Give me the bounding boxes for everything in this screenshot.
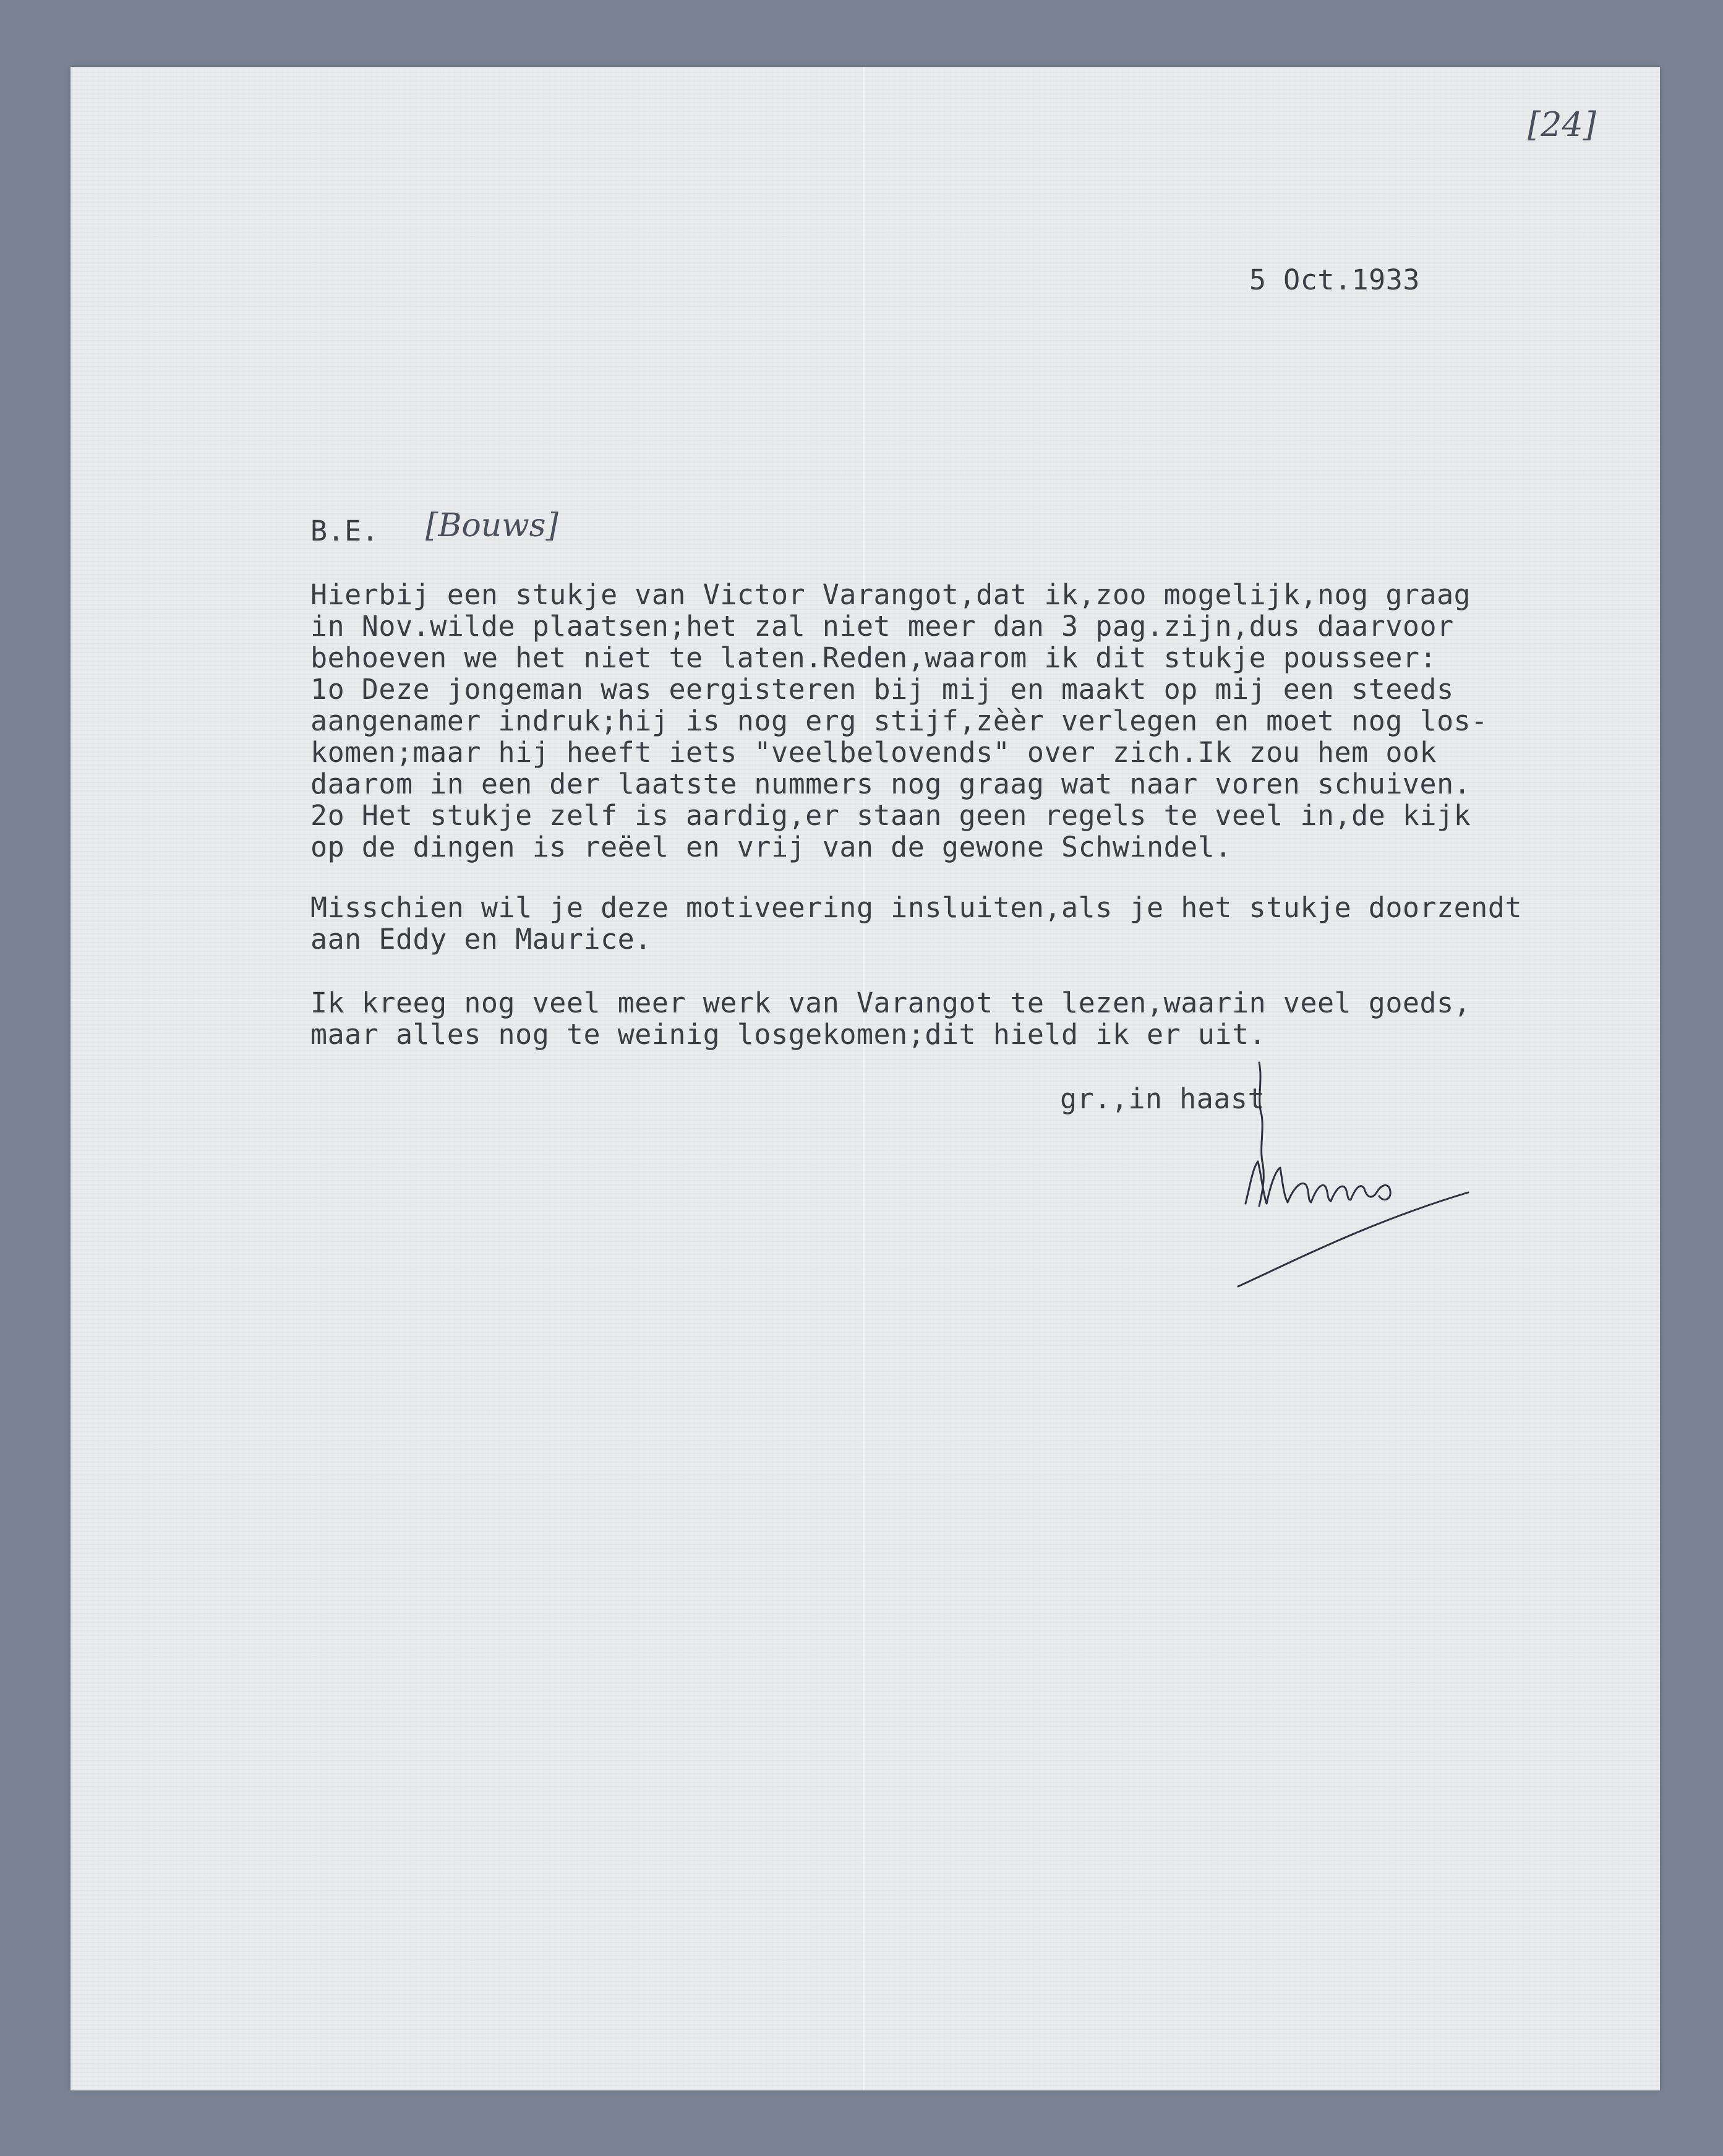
page-number: [24]	[1528, 105, 1596, 144]
body-paragraph-1	[310, 579, 1488, 863]
text-line: 1o Deze jongeman was eergisteren bij mij en maakt op mij een steeds	[310, 673, 1454, 706]
letter-sheet	[71, 67, 1660, 2090]
vertical-fold-line	[863, 67, 865, 2090]
text-line: in Nov.wilde plaatsen;het zal niet meer dan 3 pag.zijn,dus daarvoor	[310, 610, 1454, 643]
text-line: Misschien wil je deze motiveering insluiten,als je het stukje doorzendt	[310, 891, 1523, 924]
text-line: Ik kreeg nog veel meer werk van Varangot te lezen,waarin veel goeds,	[310, 986, 1471, 1019]
closing-greeting: gr.,in haast	[1060, 1082, 1265, 1115]
text-line: behoeven we het niet te laten.Reden,waarom ik dit stukje pousseer:	[310, 641, 1437, 674]
salutation: B.E.	[310, 515, 379, 547]
text-line: Hierbij een stukje van Victor Varangot,dat ik,zoo mogelijk,nog graag	[310, 578, 1471, 611]
handwritten-recipient-note: [Bouws]	[425, 507, 558, 544]
text-line: daarom in een der laatste nummers nog graag wat naar voren schuiven.	[310, 768, 1471, 800]
text-line: 2o Het stukje zelf is aardig,er staan geen regels te veel in,de kijk	[310, 799, 1471, 832]
text-line: aangenamer indruk;hij is nog erg stijf,zèèr verlegen en moet nog los-	[310, 704, 1488, 737]
body-paragraph-3	[310, 987, 1471, 1050]
handwritten-signature	[1184, 1056, 1493, 1316]
text-line: aan Eddy en Maurice.	[310, 923, 652, 956]
letter-date: 5 Oct.1933	[1249, 263, 1420, 296]
text-line: komen;maar hij heeft iets "veelbelovends" over zich.Ik zou hem ook	[310, 736, 1437, 769]
body-paragraph-2	[310, 892, 1522, 955]
text-line: maar alles nog te weinig losgekomen;dit hield ik er uit.	[310, 1018, 1267, 1051]
text-line: op de dingen is reëel en vrij van de gewone Schwindel.	[310, 831, 1232, 863]
